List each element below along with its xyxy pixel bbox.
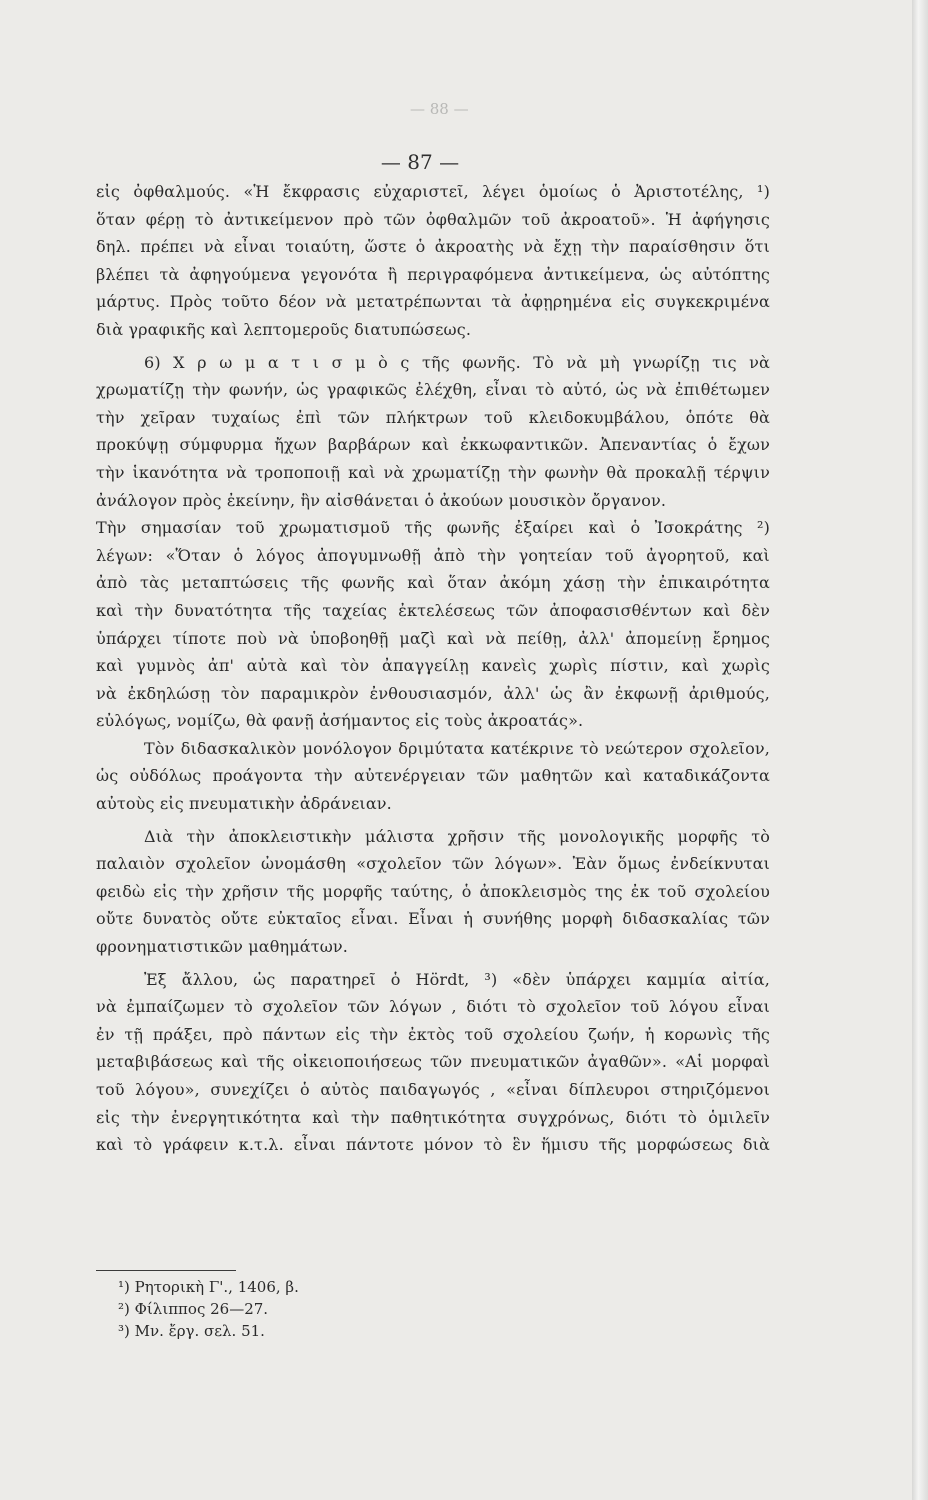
footnote: ³) Μν. ἔργ. σελ. 51. <box>118 1322 265 1340</box>
text-line: βλέπει τὰ ἀφηγούμενα γεγονότα ἢ περιγραφόμενα ἀντικείμενα, ὡς αὐτόπτης <box>96 264 770 284</box>
text-line: δηλ. πρέπει νὰ εἶναι τοιαύτη, ὥστε ὁ ἀκροατὴς νὰ ἔχῃ τὴν παραίσθησιν ὅτι <box>96 237 770 257</box>
text-line: ὑπάρχει τίποτε ποὺ νὰ ὑποβοηθῇ μαζὶ καὶ νὰ πείθῃ, ἀλλ' ἀπομείνῃ ἔρημος <box>96 628 770 648</box>
text-line: χρωματίζῃ τὴν φωνήν, ὡς γραφικῶς ἐλέχθη, εἶναι τὸ αὐτό, ὡς νὰ ἐπιθέτωμεν <box>96 380 770 400</box>
footnote-rule <box>96 1270 236 1271</box>
section-heading-line: 6) Χ ρ ω μ α τ ι σ μ ὸ ς τῆς φωνῆς. Τὸ νὰ μὴ γνωρίζῃ τις νὰ <box>144 352 770 372</box>
text-line: ἀνάλογον πρὸς ἐκείνην, ἣν αἰσθάνεται ὁ ἀκούων μουσικὸν ὄργανον. <box>96 490 667 510</box>
text-line: τοῦ λόγου», συνεχίζει ὁ αὐτὸς παιδαγωγός , «εἶναι δίπλευροι στηριζόμενοι <box>96 1080 770 1099</box>
text-line: εἰς ὀφθαλμούς. «Ἡ ἔκφρασις εὐχαριστεῖ, λέγει ὁμοίως ὁ Ἀριστοτέλης, ¹) <box>96 182 770 201</box>
text-line: αὐτοὺς εἰς πνευματικὴν ἀδράνειαν. <box>96 794 392 814</box>
page-edge <box>912 0 928 1500</box>
text-line: ὅταν φέρῃ τὸ ἀντικείμενον πρὸ τῶν ὀφθαλμῶν τοῦ ἀκροατοῦ». Ἡ ἀφήγησις <box>96 209 770 229</box>
text-line: ὡς οὐδόλως προάγοντα τὴν αὐτενέργειαν τῶν μαθητῶν καὶ καταδικάζοντα <box>96 766 770 786</box>
text-line: παλαιὸν σχολεῖον ὠνομάσθη «σχολεῖον τῶν λόγων». Ἐὰν ὅμως ἐνδείκνυται <box>96 854 770 874</box>
text-line: εἰς τὴν ἐνεργητικότητα καὶ τὴν παθητικότητα συγχρόνως, διότι τὸ ὁμιλεῖν <box>96 1107 770 1127</box>
text-line: μάρτυς. Πρὸς τοῦτο δέον νὰ μετατρέπωνται τὰ ἀφῃρημένα εἰς συγκεκριμένα <box>96 292 770 312</box>
footnote: ²) Φίλιππος 26—27. <box>118 1300 269 1318</box>
text-line: φειδὼ εἰς τὴν χρῆσιν τῆς μορφῆς ταύτης, ὁ ἀποκλεισμὸς της ἐκ τοῦ σχολείου <box>96 881 770 901</box>
text-line: τὴν ἱκανότητα νὰ τροποποιῇ καὶ νὰ χρωματίζῃ τὴν φωνὴν θὰ προκαλῇ τέρψιν <box>96 462 770 482</box>
body-text <box>96 178 770 1159</box>
text-line: προκύψῃ σύμφυρμα ἤχων βαρβάρων καὶ ἐκκωφαντικῶν. Ἀπεναντίας ὁ ἔχων <box>96 435 770 455</box>
text-line: καὶ γυμνὸς ἀπ' αὐτὰ καὶ τὸν ἀπαγγείλῃ κανεὶς χωρὶς πίστιν, καὶ χωρὶς <box>96 656 770 676</box>
text-line: τὴν χεῖραν τυχαίως ἐπὶ τῶν πλήκτρων τοῦ κλειδοκυμβάλου, ὁπότε θὰ <box>96 407 770 427</box>
text-line: οὔτε δυνατὸς οὔτε εὐκταῖος εἶναι. Εἶναι ἡ συνήθης μορφὴ διδασκαλίας τῶν <box>96 909 770 929</box>
text-line: καὶ τὸ γράφειν κ.τ.λ. εἶναι πάντοτε μόνον τὸ ἓν ἥμισυ τῆς μορφώσεως διὰ <box>96 1135 770 1155</box>
text-line: νὰ ἐκδηλώσῃ τὸν παραμικρὸν ἐνθουσιασμόν, ἀλλ' ὡς ἂν ἐκφωνῇ ἀριθμούς, <box>96 683 770 703</box>
text-line: διὰ γραφικῆς καὶ λεπτομεροῦς διατυπώσεως. <box>96 319 472 339</box>
text-line: καὶ τὴν δυνατότητα τῆς ταχείας ἐκτελέσεως τῶν ἀποφασισθέντων καὶ δὲν <box>96 600 770 620</box>
text-line: Τὸν διδασκαλικὸν μονόλογον δριμύτατα κατέκρινε τὸ νεώτερον σχολεῖον, <box>144 738 770 758</box>
text-line: λέγων: «Ὅταν ὁ λόγος ἀπογυμνωθῇ ἀπὸ τὴν γοητείαν τοῦ ἀγορητοῦ, καὶ <box>96 545 770 565</box>
text-line: εὐλόγως, νομίζω, θὰ φανῇ ἀσήμαντος εἰς τοὺς ἀκροατάς». <box>96 711 584 731</box>
text-line: Τὴν σημασίαν τοῦ χρωματισμοῦ τῆς φωνῆς ἐξαίρει καὶ ὁ Ἰσοκράτης ²) <box>96 518 770 538</box>
bleed-through-page-number: — 88 — <box>410 100 469 118</box>
text-line: ἀπὸ τὰς μεταπτώσεις τῆς φωνῆς καὶ ὅταν ἀκόμη χάσῃ τὴν ἐπικαιρότητα <box>96 573 770 593</box>
text-line: νὰ ἐμπαίζωμεν τὸ σχολεῖον τῶν λόγων , διότι τὸ σχολεῖον τοῦ λόγου εἶναι <box>96 997 770 1017</box>
text-line: Ἐξ ἄλλου, ὡς παρατηρεῖ ὁ Hördt, ³) «δὲν ὑπάρχει καμμία αἰτία, <box>144 969 770 989</box>
text-line: ἐν τῇ πράξει, πρὸ πάντων εἰς τὴν ἐκτὸς τοῦ σχολείου ζωήν, ἡ κορωνὶς τῆς <box>96 1024 770 1044</box>
text-line: φρονηματιστικῶν μαθημάτων. <box>96 937 349 957</box>
text-line: Διὰ τὴν ἀποκλειστικὴν μάλιστα χρῆσιν τῆς μονολογικῆς μορφῆς τὸ <box>144 826 770 846</box>
text-line: μεταβιβάσεως καὶ τῆς οἰκειοποιήσεως τῶν πνευματικῶν ἀγαθῶν». «Αἱ μορφαὶ <box>96 1052 770 1072</box>
footnotes <box>118 1276 299 1342</box>
footnote: ¹) Ρητορικὴ Γ'., 1406, β. <box>118 1278 299 1296</box>
page-number: — 87 — <box>380 150 460 174</box>
